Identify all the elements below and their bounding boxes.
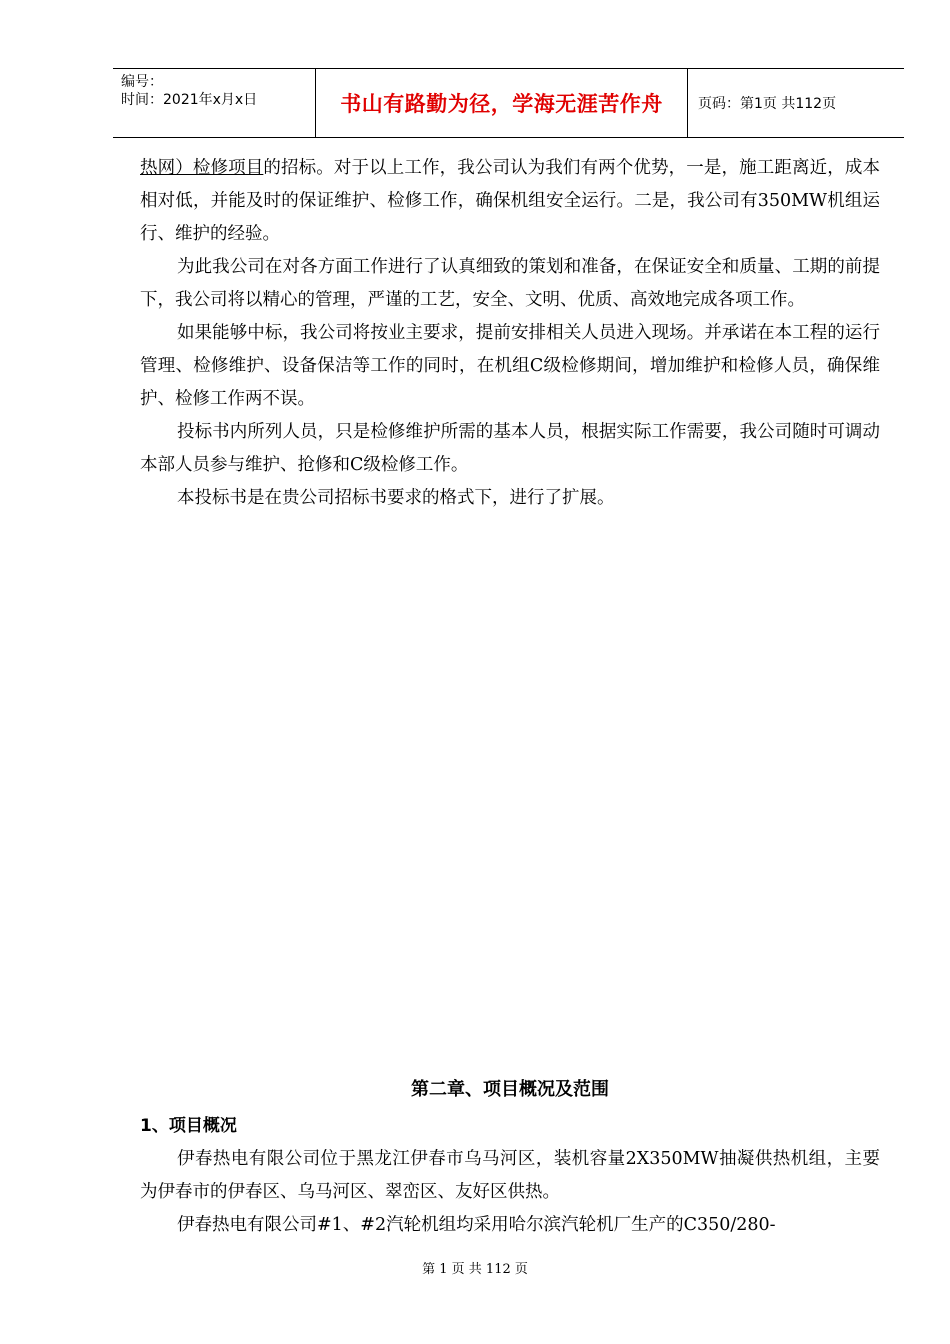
paragraph-4: 投标书内所列人员，只是检修维护所需的基本人员，根据实际工作需要，我公司随时可调动本部人员参与维护、抢修和C级检修工作。 [140, 422, 880, 475]
header-motto: 书山有路勤为径，学海无涯苦作舟 [315, 69, 688, 137]
paragraph-5: 本投标书是在贵公司招标书要求的格式下，进行了扩展。 [177, 488, 615, 508]
chapter-body [140, 1143, 880, 1242]
underlined-project-name: 热网）检修项目 [140, 158, 264, 178]
page-footer: 第 1 页 共 112 页 [422, 1262, 528, 1277]
paragraph-3: 如果能够中标，我公司将按业主要求，提前安排相关人员进入现场。并承诺在本工程的运行管理、检修维护、设备保洁等工作的同时，在机组C级检修期间，增加维护和检修人员，确保维护、检修工作两不误。 [140, 323, 880, 409]
header-meta [113, 69, 315, 137]
header-number-label: 编号： [121, 74, 163, 90]
page-header [113, 68, 904, 138]
paragraph-1 [140, 152, 880, 251]
chapter-title: 第二章、项目概况及范围 [411, 1079, 609, 1100]
chapter-paragraph-2: 伊春热电有限公司#1、#2汽轮机组均采用哈尔滨汽轮机厂生产的C350/280- [177, 1215, 776, 1235]
paragraph-1-text: 的招标。对于以上工作，我公司认为我们有两个优势，一是，施工距离近，成本相对低，并能及时的保证维护、检修工作，确保机组安全运行。二是，我公司有350MW机组运行、维护的经验。 [140, 158, 881, 244]
body-text [140, 152, 880, 515]
header-time-label: 时间：2021年x月x日 [121, 92, 258, 108]
section-title: 1、项目概况 [140, 1116, 237, 1136]
header-page-info: 页码：第1页 共112页 [698, 96, 837, 112]
chapter-paragraph-1: 伊春热电有限公司位于黑龙江伊春市乌马河区，装机容量2X350MW抽凝供热机组，主要为伊春市的伊春区、乌马河区、翠峦区、友好区供热。 [140, 1149, 880, 1202]
paragraph-2: 为此我公司在对各方面工作进行了认真细致的策划和准备，在保证安全和质量、工期的前提下，我公司将以精心的管理，严谨的工艺，安全、文明、优质、高效地完成各项工作。 [140, 257, 880, 310]
